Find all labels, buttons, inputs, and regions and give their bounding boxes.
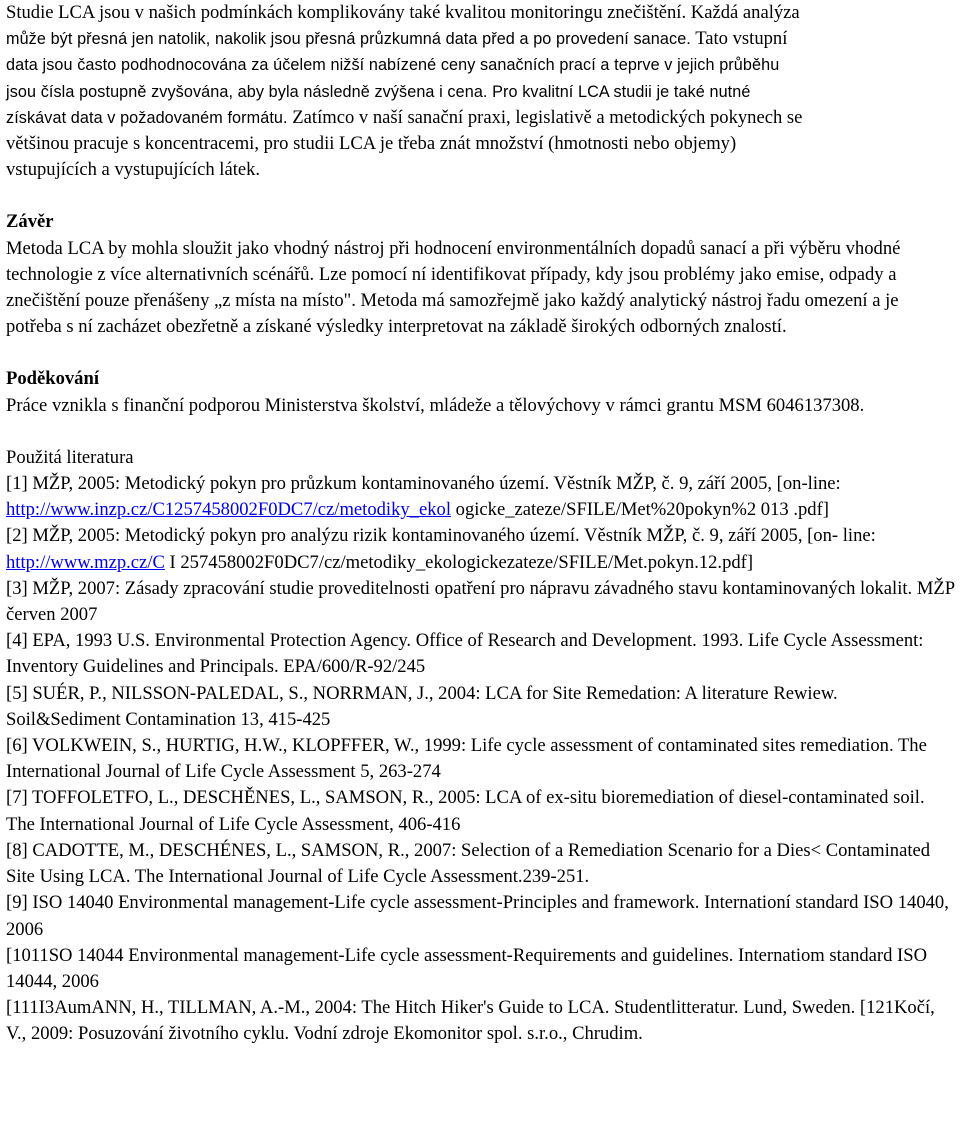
intro-text: Zatímco v naší sanační praxi, legislativě a metodických pokynech se — [287, 106, 803, 128]
intro-text: Pro kvalitní LCA studii je také nutné — [487, 82, 751, 101]
reference-link[interactable]: http://www.mzp.cz/C — [6, 551, 165, 573]
references-heading: Použitá literatura — [6, 446, 134, 468]
reference-text: [2] MŽP, 2005: Metodický pokyn pro analýzu rizik kontaminovaného území. Věstník MŽP, č. 9, září 2005, [on- line: — [6, 525, 876, 547]
acknowledgement-text: Práce vznikla s finanční podporou Ministerstva školství, mládeže a tělovýchovy v rámci grantu MSM 6046137308. — [6, 394, 865, 416]
reference-item: [1011SO 14044 Environmental management-Life cycle assessment-Requirements and guidelines. Internatiom standard ISO 14044, 2006 — [6, 944, 928, 992]
intro-text: Tato vstupní — [690, 28, 788, 50]
reference-item: [9] ISO 14040 Environmental management-Life cycle assessment-Principles and framework. Internationí standard ISO 14040, 2006 — [6, 892, 949, 940]
reference-item: [4] EPA, 1993 U.S. Environmental Protection Agency. Office of Research and Development. 1993. Life Cycle Assessment: Inventory Guidelines and Principals. EPA/600/R-92/245 — [6, 630, 924, 678]
reference-item: [111I3AumANN, H., TILLMAN, A.-M., 2004: The Hitch Hiker's Guide to LCA. Studentlitteratur. Lund, Sweden. [121Kočí, V., 2009: Posuzování životního cyklu. Vodní zdroje Ekomonitor spol. s.r.o., Chrudim. — [6, 997, 935, 1045]
intro-text: získávat data v požadovaném formátu. — [6, 108, 288, 127]
spacer — [6, 419, 956, 445]
reference-item — [6, 523, 956, 575]
document-page — [6, 0, 956, 1048]
intro-text: data jsou často podhodnocována za účelem nižší nabízené ceny sanačních prací a teprve v jejich průběhu — [6, 56, 780, 75]
spacer — [6, 183, 956, 209]
intro-paragraph — [6, 0, 956, 183]
intro-text: jsou čísla postupně zvyšována, aby byla následně zvýšena i cena. — [6, 82, 488, 101]
reference-item: [7] TOFFOLETFO, L., DESCHĚNES, L., SAMSON, R., 2005: LCA of ex-situ bioremediation of diesel-contaminated soil. The International Journal of Life Cycle Assessment, 406-416 — [6, 787, 925, 835]
reference-item: [6] VOLKWEIN, S., HURTIG, H.W., KLOPFFER, W., 1999: Life cycle assessment of contaminated sites remediation. The International Journal of Life Cycle Assessment 5, 263-274 — [6, 735, 927, 783]
spacer — [6, 340, 956, 366]
reference-text: I 257458002F0DC7/cz/metodiky_ekologickezateze/SFILE/Met.pokyn.12.pdf] — [164, 551, 754, 573]
conclusion-heading: Závěr — [6, 211, 54, 233]
reference-item — [6, 471, 956, 523]
acknowledgement-heading: Poděkování — [6, 368, 99, 390]
reference-item: [3] MŽP, 2007: Zásady zpracování studie proveditelnosti opatření pro nápravu závadného stavu kontaminovaných lokalit. MŽP červen 2007 — [6, 577, 955, 626]
reference-text: ogicke_zateze/SFILE/Met%20pokyn%2 013 .pdf] — [451, 499, 829, 521]
reference-item: [5] SUÉR, P., NILSSON-PALEDAL, S., NORRMAN, J., 2004: LCA for Site Remedation: A literature Rewiew. Soil&Sediment Contamination 13, 415-425 — [6, 682, 838, 730]
intro-text: většinou pracuje s koncentracemi, pro studii LCA je třeba znát množství (hmotnosti nebo objemy) — [6, 133, 737, 155]
intro-text: vstupujících a vystupujících látek. — [6, 159, 261, 181]
intro-text: může být přesná jen natolik, nakolik jsou přesná průzkumná data před a po provedení sanace. — [6, 30, 691, 49]
intro-text: Studie LCA jsou v našich podmínkách komplikovány také kvalitou monitoringu znečištění. Každá analýza — [6, 2, 800, 23]
reference-item: [8] CADOTTE, M., DESCHÉNES, L., SAMSON, R., 2007: Selection of a Remediation Scenario for a Dies< Contaminated Site Using LCA. The International Journal of Life Cycle Assessment.239-251. — [6, 839, 931, 888]
reference-text: [1] MŽP, 2005: Metodický pokyn pro průzkum kontaminovaného území. Věstník MŽP, č. 9, září 2005, [on-line: — [6, 473, 841, 495]
conclusion-text: Metoda LCA by mohla sloužit jako vhodný nástroj při hodnocení environmentálních dopadů sanací a při výběru vhodné technologie z více alternativních scénářů. Lze pomocí ní identifikovat případy, kdy jsou problémy jako emise, odpady a znečištění pouze přenášeny „z místa na místo". Metoda má samozřejmě jako každý analytický nástroj řadu omezení a je potřeba s ní zacházet obezřetně a získané výsledky interpretovat na základě širokých odborných znalostí. — [6, 237, 901, 338]
reference-link[interactable]: http://www.inzp.cz/C1257458002F0DC7/cz/metodiky_ekol — [6, 499, 451, 521]
